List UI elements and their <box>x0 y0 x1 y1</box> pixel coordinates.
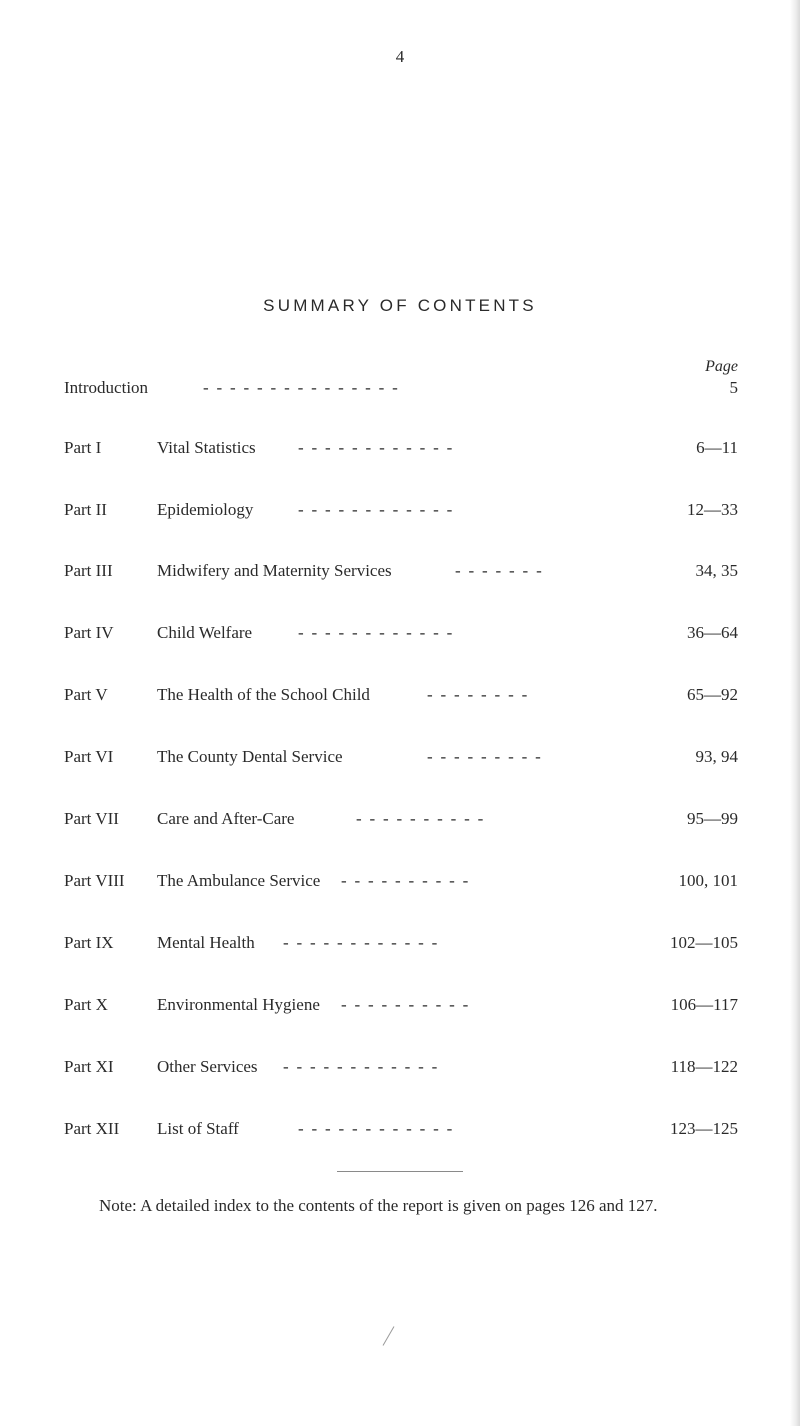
dot-leader: - - - - - - - - - <box>427 747 541 766</box>
dot-leader: - - - - - - - - - - - - <box>283 933 438 952</box>
toc-entry-label: Introduction <box>64 378 149 397</box>
toc-entry-pages: 95—99 <box>687 809 738 828</box>
toc-row-part-7 <box>0 809 800 831</box>
toc-part-number: Part IV <box>64 623 114 642</box>
toc-entry-pages: 12—33 <box>687 500 738 519</box>
toc-row-part-8 <box>0 871 800 893</box>
page-number: 4 <box>395 47 405 66</box>
toc-entry-label: The Ambulance Service <box>157 871 321 890</box>
toc-part-number: Part II <box>64 500 107 519</box>
toc-entry-pages: 123—125 <box>670 1119 738 1138</box>
dot-leader: - - - - - - - - - - <box>341 995 469 1014</box>
toc-entry-label: Environmental Hygiene <box>157 995 320 1014</box>
toc-row-part-5 <box>0 685 800 707</box>
toc-entry-label: Vital Statistics <box>157 438 256 457</box>
toc-entry-label: Epidemiology <box>157 500 254 519</box>
page-column-heading: Page <box>705 358 738 375</box>
toc-entry-label: Care and After-Care <box>157 809 295 828</box>
toc-row-part-9 <box>0 933 800 955</box>
page-edge-shadow <box>790 0 800 1426</box>
toc-part-number: Part XII <box>64 1119 120 1138</box>
dot-leader: - - - - - - - <box>455 561 542 580</box>
toc-row-part-12 <box>0 1119 800 1141</box>
toc-row-part-3 <box>0 561 800 583</box>
toc-entry-label: Child Welfare <box>157 623 253 642</box>
toc-entry-pages: 5 <box>729 378 738 397</box>
toc-entry-pages: 100, 101 <box>678 871 738 890</box>
toc-part-number: Part VII <box>64 809 119 828</box>
separator-rule <box>337 1171 463 1172</box>
toc-row-introduction <box>0 378 800 400</box>
toc-row-part-10 <box>0 995 800 1017</box>
footnote: Note: A detailed index to the contents of the report is given on pages 126 and 127. <box>99 1196 658 1215</box>
toc-entry-label: Other Services <box>157 1057 258 1076</box>
toc-part-number: Part X <box>64 995 108 1014</box>
toc-part-number: Part XI <box>64 1057 114 1076</box>
page-title: SUMMARY OF CONTENTS <box>263 296 537 315</box>
toc-part-number: Part I <box>64 438 102 457</box>
dot-leader: - - - - - - - - - - - - <box>298 500 453 519</box>
dot-leader: - - - - - - - - - - - - <box>283 1057 438 1076</box>
dot-leader: - - - - - - - - - - - - <box>298 623 453 642</box>
toc-entry-label: Midwifery and Maternity Services <box>157 561 392 580</box>
toc-entry-pages: 106—117 <box>670 995 738 1014</box>
toc-part-number: Part IX <box>64 933 114 952</box>
toc-part-number: Part VI <box>64 747 114 766</box>
dot-leader: - - - - - - - - <box>427 685 528 704</box>
toc-entry-pages: 93, 94 <box>695 747 738 766</box>
toc-part-number: Part VIII <box>64 871 125 890</box>
toc-row-part-4 <box>0 623 800 645</box>
dot-leader: - - - - - - - - - - <box>341 871 469 890</box>
toc-entry-pages: 102—105 <box>670 933 738 952</box>
dot-leader: - - - - - - - - - - <box>356 809 484 828</box>
toc-entry-label: Mental Health <box>157 933 255 952</box>
toc-entry-label: The County Dental Service <box>157 747 343 766</box>
toc-row-part-11 <box>0 1057 800 1079</box>
toc-part-number: Part V <box>64 685 108 704</box>
toc-entry-pages: 65—92 <box>687 685 738 704</box>
toc-part-number: Part III <box>64 561 113 580</box>
toc-row-part-6 <box>0 747 800 769</box>
toc-entry-label: The Health of the School Child <box>157 685 370 704</box>
toc-entry-label: List of Staff <box>157 1119 239 1138</box>
toc-entry-pages: 36—64 <box>687 623 738 642</box>
stray-mark <box>383 1326 395 1346</box>
dot-leader: - - - - - - - - - - - - <box>298 1119 453 1138</box>
toc-entry-pages: 118—122 <box>670 1057 738 1076</box>
toc-entry-pages: 34, 35 <box>695 561 738 580</box>
dot-leader: - - - - - - - - - - - - <box>298 438 453 457</box>
dot-leader: - - - - - - - - - - - - - - - <box>203 378 398 397</box>
toc-row-part-2 <box>0 500 800 522</box>
toc-entry-pages: 6—11 <box>696 438 738 457</box>
toc-row-part-1 <box>0 438 800 460</box>
